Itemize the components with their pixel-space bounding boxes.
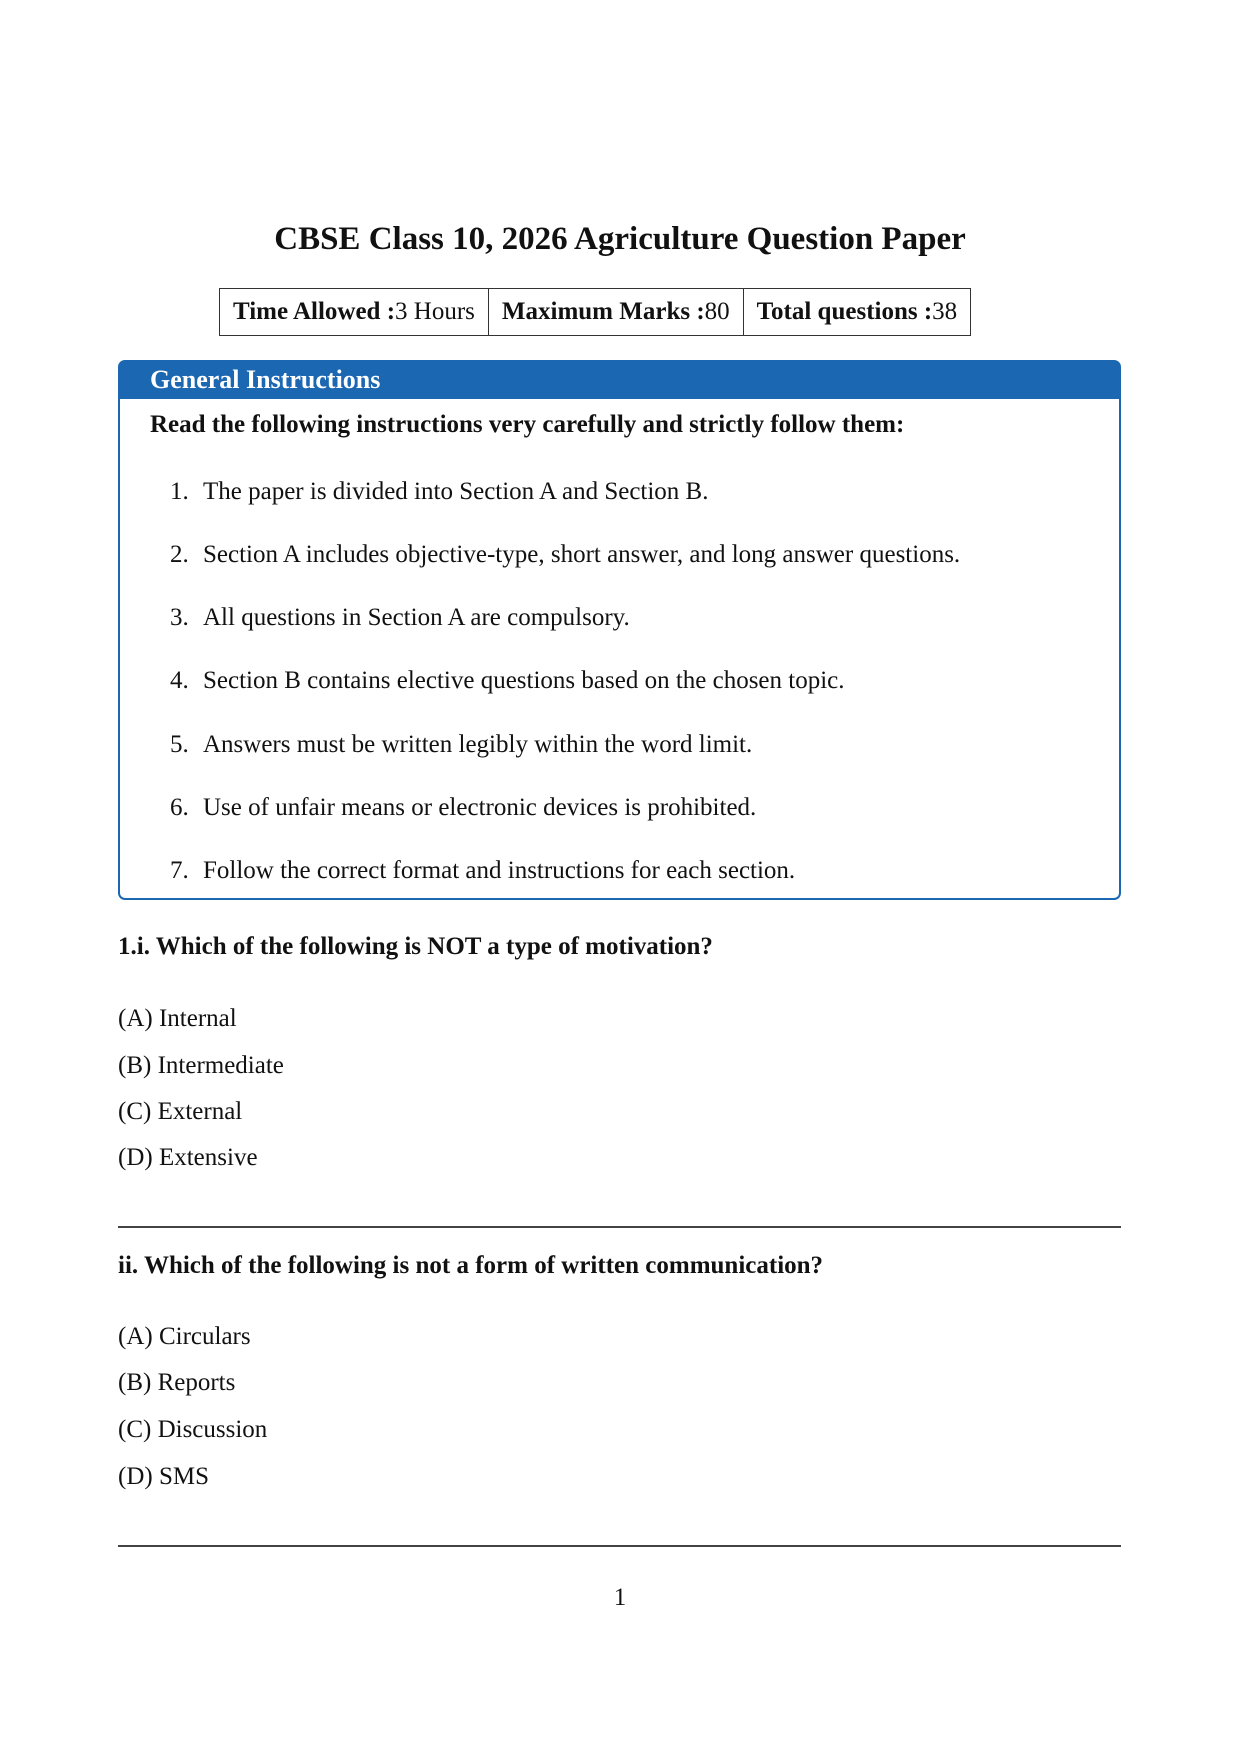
maximum-marks: Maximum Marks :80	[489, 289, 744, 335]
instruction-item: Answers must be written legibly within the word limit.	[203, 731, 753, 758]
instruction-item: Use of unfair means or electronic devices is prohibited.	[203, 794, 757, 821]
instruction-item: All questions in Section A are compulsory.	[203, 604, 630, 631]
instruction-number: 4.	[170, 667, 189, 694]
page-number: 1	[613, 1584, 627, 1611]
instruction-item: The paper is divided into Section A and Section B.	[203, 478, 709, 505]
exam-meta-table	[219, 288, 971, 336]
divider	[118, 1545, 1121, 1547]
option-a: (A) Circulars	[118, 1323, 251, 1350]
option-c: (C) Discussion	[118, 1416, 268, 1443]
instructions-header: General Instructions	[120, 362, 1119, 399]
option-b: (B) Intermediate	[118, 1052, 284, 1079]
instruction-number: 2.	[170, 541, 189, 568]
option-d: (D) Extensive	[118, 1144, 258, 1171]
instruction-number: 1.	[170, 478, 189, 505]
instruction-item: Section A includes objective-type, short answer, and long answer questions.	[203, 541, 961, 568]
question-1i: 1.i. Which of the following is NOT a type of motivation?	[118, 933, 713, 960]
option-c: (C) External	[118, 1098, 243, 1125]
general-instructions-box	[118, 360, 1121, 900]
instructions-lead: Read the following instructions very carefully and strictly follow them:	[150, 411, 905, 438]
option-b: (B) Reports	[118, 1369, 236, 1396]
instruction-item: Follow the correct format and instructions for each section.	[203, 857, 796, 884]
instruction-number: 7.	[170, 857, 189, 884]
option-d: (D) SMS	[118, 1463, 209, 1490]
divider	[118, 1226, 1121, 1228]
time-allowed: Time Allowed :3 Hours	[220, 289, 489, 335]
question-1ii: ii. Which of the following is not a form of written communication?	[118, 1252, 824, 1279]
option-a: (A) Internal	[118, 1005, 237, 1032]
instruction-number: 5.	[170, 731, 189, 758]
page-title: CBSE Class 10, 2026 Agriculture Question Paper	[274, 221, 966, 257]
instruction-item: Section B contains elective questions based on the chosen topic.	[203, 667, 845, 694]
instruction-number: 6.	[170, 794, 189, 821]
total-questions: Total questions :38	[756, 298, 958, 325]
instruction-number: 3.	[170, 604, 189, 631]
